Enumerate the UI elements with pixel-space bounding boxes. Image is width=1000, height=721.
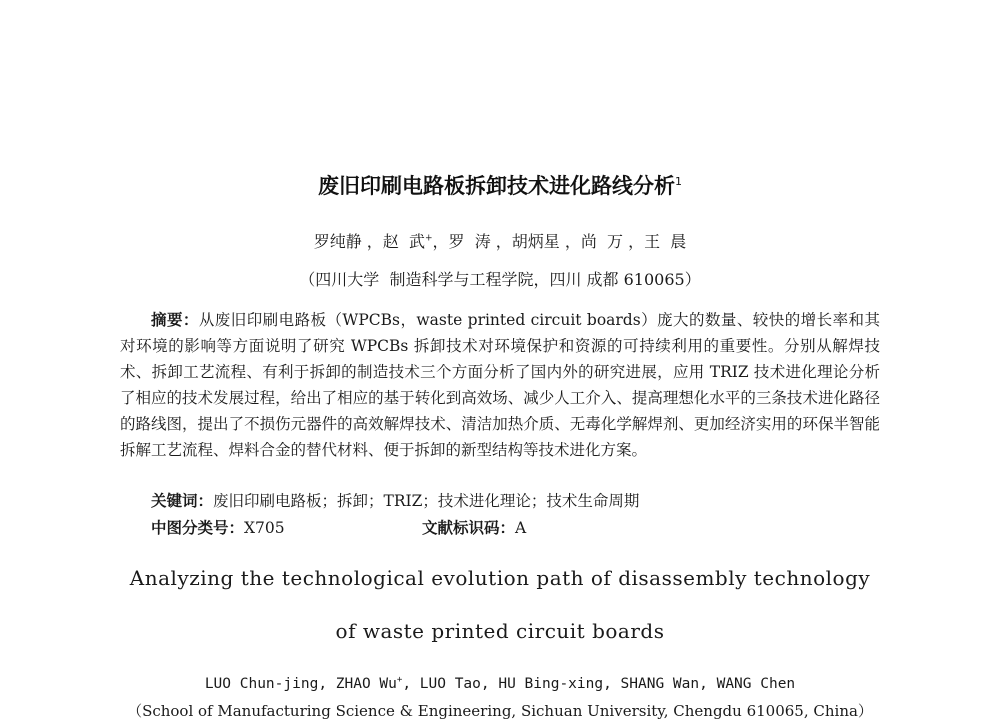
clc-label: 中图分类号： (151, 519, 245, 537)
title-footnote-mark: 1 (675, 175, 682, 188)
author-list (0, 229, 1000, 252)
document-code (422, 516, 526, 538)
english-author-list (0, 675, 1000, 692)
keywords (120, 489, 880, 511)
document-code-value: A (515, 519, 527, 537)
classification-line (120, 516, 880, 538)
english-authors-part-1: LUO Chun-jing, ZHAO Wu (204, 675, 397, 692)
keywords-text: 废旧印刷电路板；拆卸；TRIZ；技术进化理论；技术生命周期 (213, 492, 640, 510)
paper-title-text: 废旧印刷电路板拆卸技术进化路线分析 (318, 174, 675, 198)
english-corresponding-mark: + (396, 675, 403, 685)
abstract-text: 从废旧印刷电路板（WPCBs，waste printed circuit boards）庞大的数量、较快的增长率和其对环境的影响等方面说明了研究 WPCBs 拆卸技术对环境保护和资源的可持续利用的重要性。分别从解焊技术、拆卸工艺流程、有利于拆卸的制造技术三个方面分析了国内外的研究进展，应用 TRIZ 技术进化理论分析了相应的技术发展过程，给出了相应的基于转化到高效场、减少人工介入、提高理想化水平的三条技术进化路径的路线图，提出了不损伤元器件的高效解焊技术、清洁加热介质、无毒化学解焊剂、更加经济实用的环保半智能拆解工艺流程、焊料合金的替代材料、便于拆卸的新型结构等技术进化方案。 (120, 311, 880, 459)
document-code-label: 文献标识码： (422, 519, 516, 537)
english-title-line-2: of waste printed circuit boards (335, 619, 665, 643)
affiliation: （四川大学 制造科学与工程学院，四川 成都 610065） (299, 270, 701, 289)
english-authors-part-2: , LUO Tao, HU Bing-xing, SHANG Wan, WANG Chen (402, 675, 796, 692)
keywords-label: 关键词： (151, 492, 214, 510)
english-title-line-1: Analyzing the technological evolution path of disassembly technology (129, 566, 871, 590)
corresponding-author-mark: + (424, 233, 433, 244)
abstract-label: 摘要： (151, 311, 199, 329)
authors-part-1: 罗纯静 ，赵 武 (313, 232, 425, 251)
paper-title (0, 170, 1000, 200)
abstract (120, 307, 880, 463)
english-affiliation: （School of Manufacturing Science & Engineering, Sichuan University, Chengdu 610065, China） (127, 702, 873, 720)
clc-value: X705 (244, 519, 285, 537)
authors-part-2: ，罗 涛 ，胡炳星 ，尚 万 ，王 晨 (432, 232, 687, 251)
